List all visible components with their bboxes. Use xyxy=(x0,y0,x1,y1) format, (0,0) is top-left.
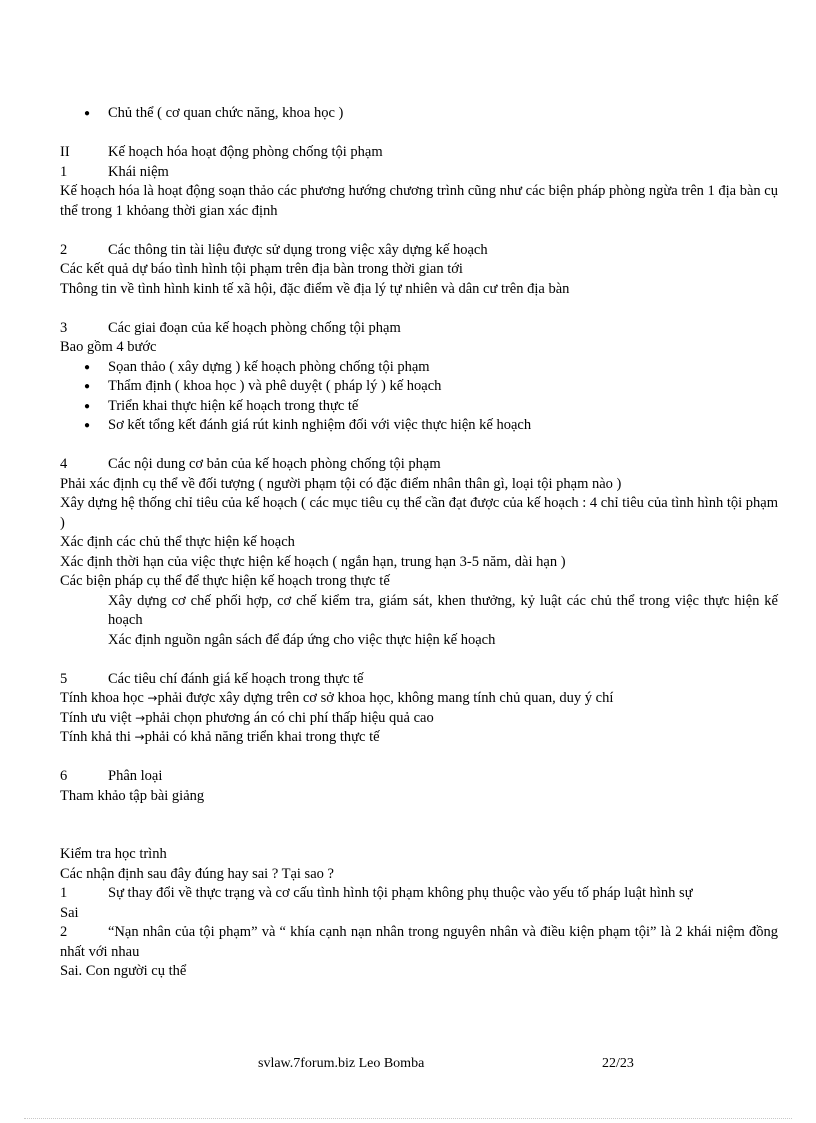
paragraph: Xác định các chủ thể thực hiện kế hoạch xyxy=(60,534,295,550)
right-arrow-icon: → xyxy=(135,710,146,725)
review-title: Kiểm tra học trình xyxy=(60,846,167,862)
bullet-item: ● Triển khai thực hiện kế hoạch trong thực tế xyxy=(60,397,778,417)
question-item: 2 “Nạn nhân của tội phạm” và “ khía cạnh nạn nhân trong nguyên nhân và điều kiện phạm tội” là 2 khái niệm đồng nhất với nhau xyxy=(60,924,778,960)
indented-item: Xác định nguồn ngân sách để đáp ứng cho việc thực hiện kế hoạch xyxy=(108,631,496,648)
subsection-heading: 1 Khái niệm xyxy=(60,163,169,180)
right-arrow-icon: → xyxy=(147,691,158,705)
section-heading: II Kế hoạch hóa hoạt động phòng chống tội phạm xyxy=(60,144,383,160)
paragraph: Các biện pháp cụ thể để thực hiện kế hoạch trong thực tế xyxy=(60,573,390,589)
document-page xyxy=(60,104,778,982)
review-question: Các nhận định sau đây đúng hay sai ? Tại sao ? xyxy=(60,865,334,882)
answer: Sai. Con người cụ thể xyxy=(60,963,187,979)
subsection-heading: 6 Phân loại xyxy=(60,768,163,784)
bullet-item: ● Sơ kết tổng kết đánh giá rút kinh nghiệm đối với việc thực hiện kế hoạch xyxy=(60,416,778,436)
paragraph: Xác định thời hạn của việc thực hiện kế hoạch ( ngắn hạn, trung hạn 3-5 năm, dài hạn ) xyxy=(60,553,566,570)
criteria-item: Tính ưu việt →phải chọn phương án có chi phí thấp hiệu quả cao xyxy=(60,709,434,726)
right-arrow-icon: → xyxy=(134,730,145,744)
paragraph: Kế hoạch hóa là hoạt động soạn thảo các phương hướng chương trình cũng như các biện pháp phòng ngừa trên 1 địa bàn cụ thể trong 1 khỏang thời gian xác định xyxy=(60,183,778,219)
paragraph: Xây dựng hệ thống chỉ tiêu của kế hoạch ( các mục tiêu cụ thể cần đạt được của kế hoạch : 4 chỉ tiêu của tình hình tội phạm ) xyxy=(60,495,778,531)
bullet-item: ● Thẩm định ( khoa học ) và phê duyệt ( pháp lý ) kế hoạch xyxy=(60,377,778,397)
subsection-heading: 4 Các nội dung cơ bản của kế hoạch phòng chống tội phạm xyxy=(60,456,441,472)
bullet-item: ● Sọan thảo ( xây dựng ) kế hoạch phòng chống tội phạm xyxy=(60,358,778,378)
paragraph: Tham khảo tập bài giảng xyxy=(60,787,205,804)
subsection-heading: 5 Các tiêu chí đánh giá kế hoạch trong thực tế xyxy=(60,670,364,687)
criteria-item: Tính khoa học →phải được xây dựng trên cơ sở khoa học, không mang tính chủ quan, duy ý chí xyxy=(60,690,614,706)
subsection-heading: 3 Các giai đoạn của kế hoạch phòng chống tội phạm xyxy=(60,319,401,336)
criteria-item: Tính khả thi →phải có khả năng triển khai trong thực tế xyxy=(60,729,380,745)
indented-item: Xây dựng cơ chế phối hợp, cơ chế kiểm tra, giám sát, khen thưởng, kỷ luật các chủ thể trong việc thực hiện kế hoạch xyxy=(108,592,778,628)
answer: Sai xyxy=(60,904,79,921)
paragraph: Các kết quả dự báo tình hình tội phạm trên địa bàn trong thời gian tới xyxy=(60,261,463,277)
bullet-item: ● Chủ thể ( cơ quan chức năng, khoa học ) xyxy=(60,104,778,124)
subsection-heading: 2 Các thông tin tài liệu được sử dụng trong việc xây dựng kế hoạch xyxy=(60,241,488,258)
paragraph: Bao gồm 4 bước xyxy=(60,339,157,355)
paragraph: Thông tin về tình hình kinh tế xã hội, đặc điểm về địa lý tự nhiên và dân cư trên địa bàn xyxy=(60,280,570,297)
footer-page-number: 22/23 xyxy=(602,1056,634,1071)
paragraph: Phải xác định cụ thể về đối tượng ( người phạm tội có đặc điểm nhân thân gì, loại tội phạm nào ) xyxy=(60,475,622,492)
footer-source: svlaw.7forum.biz Leo Bomba xyxy=(258,1056,425,1071)
question-item: 1 Sự thay đổi về thực trạng và cơ cấu tình hình tội phạm không phụ thuộc vào yếu tố pháp luật hình sự xyxy=(60,885,693,901)
page-divider xyxy=(24,1118,792,1119)
